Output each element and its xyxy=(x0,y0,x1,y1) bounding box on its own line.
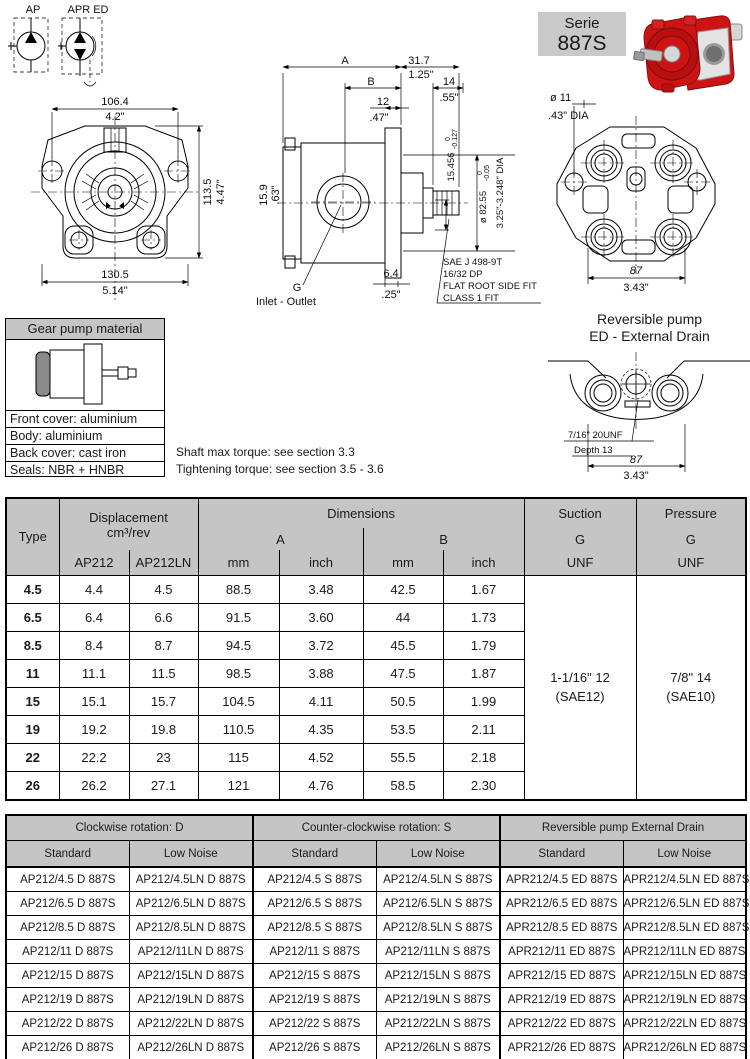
dim-cell-b_inch: 1.79 xyxy=(443,631,524,659)
group-header-reversible: Reversible pump External Drain xyxy=(500,815,746,841)
model-code-cell: AP212/15LN S 887S xyxy=(376,964,500,988)
dim-cell-a_mm: 91.5 xyxy=(198,603,279,631)
dim-cell-a_inch: 4.35 xyxy=(279,715,363,743)
model-table-row xyxy=(6,916,746,940)
side-dim-317: 31.7 xyxy=(408,55,430,67)
dim-cell-a_mm: 115 xyxy=(198,743,279,771)
dim-cell-ap212: 11.1 xyxy=(59,659,129,687)
model-code-cell: AP212/8.5 D 887S xyxy=(6,916,129,940)
model-code-cell: AP212/15LN D 887S xyxy=(129,964,253,988)
dim-cell-b_inch: 2.30 xyxy=(443,771,524,800)
col-header-pressure-g: G xyxy=(636,528,746,550)
col-header-ap212ln: AP212LN xyxy=(129,550,198,575)
model-code-cell: APR212/22LN ED 887S xyxy=(623,1012,746,1036)
apr-ed-symbol-drawing xyxy=(58,2,118,94)
model-code-cell: AP212/6.5 S 887S xyxy=(253,892,376,916)
dim-cell-ap212ln: 4.5 xyxy=(129,575,198,603)
model-code-cell: APR212/8.5LN ED 887S xyxy=(623,916,746,940)
ed-title-line2: ED - External Drain xyxy=(589,328,710,344)
pump-photo xyxy=(632,2,748,98)
ap-symbol-label: AP xyxy=(25,4,41,16)
dim-cell-b_mm: 45.5 xyxy=(363,631,443,659)
dim-cell-b_mm: 53.5 xyxy=(363,715,443,743)
side-dim-a: A xyxy=(341,55,349,67)
dim-table-body xyxy=(6,575,746,800)
side-dim-55: .55" xyxy=(439,92,459,104)
side-shaft-tol-lo: -0.127 xyxy=(452,129,459,149)
note-shaft-torque: Shaft max torque: see section 3.3 xyxy=(176,445,355,459)
model-code-cell: AP212/4.5 S 887S xyxy=(253,867,376,892)
ed-dim-343: 3.43" xyxy=(623,470,649,482)
sub-header-standard-s: Standard xyxy=(253,841,376,868)
model-table-row xyxy=(6,892,746,916)
dim-cell-ap212ln: 8.7 xyxy=(129,631,198,659)
col-header-b-inch: inch xyxy=(443,550,524,575)
dim-cell-a_mm: 110.5 xyxy=(198,715,279,743)
ed-depth-label: Depth 13 xyxy=(574,445,613,456)
sub-header-standard-ed: Standard xyxy=(500,841,623,868)
model-code-cell: APR212/19LN ED 887S xyxy=(623,988,746,1012)
side-pilot-tol-hi: 0 xyxy=(477,171,484,175)
model-code-cell: APR212/4.5 ED 887S xyxy=(500,867,623,892)
pressure-port-cell: 7/8" 14 (SAE10) xyxy=(636,575,746,800)
dim-cell-type: 4.5 xyxy=(6,575,59,603)
dim-cell-ap212ln: 15.7 xyxy=(129,687,198,715)
side-view-drawing xyxy=(253,55,548,310)
model-code-cell: AP212/15 D 887S xyxy=(6,964,129,988)
suction-port-cell: 1-1/16" 12 (SAE12) xyxy=(524,575,636,800)
dim-cell-a_inch: 3.60 xyxy=(279,603,363,631)
dim-cell-ap212: 8.4 xyxy=(59,631,129,659)
dim-cell-b_inch: 1.73 xyxy=(443,603,524,631)
model-code-cell: AP212/11LN D 887S xyxy=(129,940,253,964)
model-code-cell: AP212/4.5 D 887S xyxy=(6,867,129,892)
model-code-cell: AP212/26LN S 887S xyxy=(376,1036,500,1059)
model-code-cell: AP212/26 S 887S xyxy=(253,1036,376,1059)
front-dim-top-in: 4.2" xyxy=(105,111,125,123)
dim-cell-b_mm: 42.5 xyxy=(363,575,443,603)
front-view-drawing xyxy=(15,88,245,318)
side-g-sub-label: Inlet - Outlet xyxy=(256,296,316,308)
side-dim-12: 12 xyxy=(376,96,390,108)
front-dim-bottom-mm: 130.5 xyxy=(101,269,129,281)
side-shaft-dim: 15.456 xyxy=(446,152,457,182)
col-header-type: Type xyxy=(6,498,59,575)
dim-cell-type: 22 xyxy=(6,743,59,771)
side-pilot-in: 3.25"-3.248" DIA xyxy=(495,157,506,229)
model-code-cell: APR212/26LN ED 887S xyxy=(623,1036,746,1059)
dim-cell-a_inch: 3.48 xyxy=(279,575,363,603)
dim-cell-a_inch: 4.11 xyxy=(279,687,363,715)
dim-cell-ap212ln: 27.1 xyxy=(129,771,198,800)
sub-header-lownoise-ed: Low Noise xyxy=(623,841,746,868)
rear-dim-87: 87 xyxy=(629,265,643,277)
dim-cell-ap212: 22.2 xyxy=(59,743,129,771)
dim-cell-ap212: 6.4 xyxy=(59,603,129,631)
ed-thread-label: 7/16" 20UNF xyxy=(568,430,623,441)
rear-dim-11: ø 11 xyxy=(550,92,572,104)
dim-cell-a_mm: 94.5 xyxy=(198,631,279,659)
side-dim-25: .25" xyxy=(381,289,401,301)
model-code-cell: AP212/19LN D 887S xyxy=(129,988,253,1012)
dim-cell-b_mm: 44 xyxy=(363,603,443,631)
side-g-label: G xyxy=(292,282,302,294)
col-header-b: B xyxy=(363,528,524,550)
displacement-line1: Displacement xyxy=(89,509,168,525)
model-code-cell: APR212/26 ED 887S xyxy=(500,1036,623,1059)
dim-cell-a_mm: 104.5 xyxy=(198,687,279,715)
model-code-cell: AP212/19LN S 887S xyxy=(376,988,500,1012)
dim-cell-a_mm: 121 xyxy=(198,771,279,800)
model-code-cell: AP212/11 S 887S xyxy=(253,940,376,964)
ed-dim-87: 87 xyxy=(629,454,643,466)
model-code-cell: APR212/15LN ED 887S xyxy=(623,964,746,988)
torque-notes xyxy=(176,444,384,478)
model-code-cell: APR212/19 ED 887S xyxy=(500,988,623,1012)
col-header-b-mm: mm xyxy=(363,550,443,575)
dim-cell-b_mm: 47.5 xyxy=(363,659,443,687)
dim-table-row xyxy=(6,575,746,603)
ap-symbol-drawing xyxy=(8,2,60,86)
series-badge xyxy=(538,12,626,56)
side-shaft-tol-hi: 0 xyxy=(445,137,452,141)
col-header-a-mm: mm xyxy=(198,550,279,575)
side-dim-64: 6.4 xyxy=(383,268,399,280)
dim-cell-b_inch: 2.18 xyxy=(443,743,524,771)
model-table-row xyxy=(6,988,746,1012)
col-header-pressure-unf: UNF xyxy=(636,550,746,575)
model-code-cell: AP212/11LN S 887S xyxy=(376,940,500,964)
material-box-title: Gear pump material xyxy=(6,319,164,340)
dim-cell-a_inch: 4.76 xyxy=(279,771,363,800)
group-header-counter-clockwise: Counter-clockwise rotation: S xyxy=(253,815,500,841)
side-sae-line3: FLAT ROOT SIDE FIT xyxy=(443,281,537,292)
col-header-ap212: AP212 xyxy=(59,550,129,575)
sub-header-lownoise-d: Low Noise xyxy=(129,841,253,868)
dim-cell-b_inch: 1.67 xyxy=(443,575,524,603)
side-dim-125: 1.25" xyxy=(408,69,434,81)
sub-header-standard-d: Standard xyxy=(6,841,129,868)
model-code-cell: APR212/4.5LN ED 887S xyxy=(623,867,746,892)
material-row-front-cover: Front cover: aluminium xyxy=(6,410,164,427)
model-code-cell: AP212/26LN D 887S xyxy=(129,1036,253,1059)
series-number: 887S xyxy=(557,32,607,55)
model-table-body xyxy=(6,867,750,1059)
series-label: Serie xyxy=(564,15,600,32)
material-box-drawing xyxy=(6,340,164,410)
material-box xyxy=(5,318,165,477)
model-code-cell: APR212/8.5 ED 887S xyxy=(500,916,623,940)
dim-cell-type: 8.5 xyxy=(6,631,59,659)
model-code-cell: AP212/22LN D 887S xyxy=(129,1012,253,1036)
col-header-pressure: Pressure xyxy=(636,498,746,528)
ed-view-drawing xyxy=(548,348,750,488)
model-code-cell: AP212/4.5LN S 887S xyxy=(376,867,500,892)
col-header-displacement xyxy=(59,498,198,550)
dim-cell-b_inch: 1.87 xyxy=(443,659,524,687)
model-table-row xyxy=(6,964,746,988)
dim-cell-ap212ln: 11.5 xyxy=(129,659,198,687)
dim-cell-a_inch: 3.88 xyxy=(279,659,363,687)
side-dim-63: .63" xyxy=(270,185,282,205)
model-code-cell: AP212/11 D 887S xyxy=(6,940,129,964)
ed-title-line1: Reversible pump xyxy=(596,311,703,327)
side-dim-14: 14 xyxy=(442,76,456,88)
side-dim-159: 15.9 xyxy=(258,184,270,206)
dim-cell-ap212ln: 19.8 xyxy=(129,715,198,743)
front-dim-right-mm: 113.5 xyxy=(202,178,214,206)
model-code-cell: APR212/6.5LN ED 887S xyxy=(623,892,746,916)
dim-cell-ap212: 19.2 xyxy=(59,715,129,743)
displacement-line2: cm³/rev xyxy=(106,524,151,540)
dim-cell-type: 11 xyxy=(6,659,59,687)
col-header-dimensions: Dimensions xyxy=(198,498,524,528)
dim-cell-a_mm: 98.5 xyxy=(198,659,279,687)
front-dim-right-in: 4.47" xyxy=(215,179,227,205)
group-header-clockwise: Clockwise rotation: D xyxy=(6,815,253,841)
col-header-suction-g: G xyxy=(524,528,636,550)
col-header-suction-unf: UNF xyxy=(524,550,636,575)
front-dim-top-mm: 106.4 xyxy=(101,96,129,108)
model-table-row xyxy=(6,867,746,892)
sub-header-lownoise-s: Low Noise xyxy=(376,841,500,868)
col-header-a: A xyxy=(198,528,363,550)
dim-cell-a_inch: 3.72 xyxy=(279,631,363,659)
dim-cell-type: 6.5 xyxy=(6,603,59,631)
model-code-cell: AP212/22 D 887S xyxy=(6,1012,129,1036)
col-header-a-inch: inch xyxy=(279,550,363,575)
front-dim-bottom-in: 5.14" xyxy=(102,285,128,297)
model-code-cell: APR212/15 ED 887S xyxy=(500,964,623,988)
material-row-back-cover: Back cover: cast iron xyxy=(6,444,164,461)
dim-cell-a_mm: 88.5 xyxy=(198,575,279,603)
dim-cell-ap212ln: 6.6 xyxy=(129,603,198,631)
side-dim-b: B xyxy=(367,76,375,88)
model-code-cell: APR212/22 ED 887S xyxy=(500,1012,623,1036)
side-dim-47: .47" xyxy=(369,112,389,124)
dim-cell-b_inch: 2.11 xyxy=(443,715,524,743)
side-sae-line2: 16/32 DP xyxy=(443,269,483,280)
model-code-cell: AP212/6.5LN D 887S xyxy=(129,892,253,916)
side-sae-line1: SAE J 498-9T xyxy=(443,257,503,268)
model-code-cell: AP212/6.5 D 887S xyxy=(6,892,129,916)
material-row-body: Body: aluminium xyxy=(6,427,164,444)
material-row-seals: Seals: NBR + HNBR xyxy=(6,461,164,478)
model-code-cell: AP212/22LN S 887S xyxy=(376,1012,500,1036)
dim-cell-b_mm: 55.5 xyxy=(363,743,443,771)
apr-ed-symbol-label: APR ED xyxy=(67,4,109,16)
model-table-row xyxy=(6,1012,746,1036)
dim-cell-type: 15 xyxy=(6,687,59,715)
rear-dim-43: .43" DIA xyxy=(548,110,589,122)
model-code-cell: APR212/11 ED 887S xyxy=(500,940,623,964)
model-code-cell: AP212/8.5LN D 887S xyxy=(129,916,253,940)
side-pilot-dim: ø 82.55 xyxy=(478,190,489,224)
model-code-cell: AP212/15 S 887S xyxy=(253,964,376,988)
model-code-cell: AP212/8.5 S 887S xyxy=(253,916,376,940)
dim-cell-ap212: 26.2 xyxy=(59,771,129,800)
side-pilot-tol-lo: -0.05 xyxy=(484,165,491,181)
model-code-cell: AP212/4.5LN D 887S xyxy=(129,867,253,892)
dim-cell-ap212: 15.1 xyxy=(59,687,129,715)
dim-cell-a_inch: 4.52 xyxy=(279,743,363,771)
dim-cell-b_mm: 50.5 xyxy=(363,687,443,715)
model-code-cell: AP212/26 D 887S xyxy=(6,1036,129,1059)
model-table-row xyxy=(6,940,746,964)
dim-cell-b_inch: 1.99 xyxy=(443,687,524,715)
model-code-cell: AP212/22 S 887S xyxy=(253,1012,376,1036)
side-sae-line4: CLASS 1 FIT xyxy=(443,293,499,304)
col-header-suction: Suction xyxy=(524,498,636,528)
dim-cell-type: 26 xyxy=(6,771,59,800)
model-code-cell: AP212/6.5LN S 887S xyxy=(376,892,500,916)
rear-view-drawing xyxy=(548,88,750,300)
dim-cell-ap212ln: 23 xyxy=(129,743,198,771)
model-code-cell: AP212/8.5LN S 887S xyxy=(376,916,500,940)
model-code-cell: APR212/11LN ED 887S xyxy=(623,940,746,964)
rear-dim-343: 3.43" xyxy=(623,282,649,294)
model-code-cell: APR212/6.5 ED 887S xyxy=(500,892,623,916)
dim-cell-ap212: 4.4 xyxy=(59,575,129,603)
model-table-row xyxy=(6,1036,746,1059)
model-codes-table xyxy=(5,814,750,1059)
model-code-cell: AP212/19 D 887S xyxy=(6,988,129,1012)
dimensions-table xyxy=(5,497,747,801)
note-tightening-torque: Tightening torque: see section 3.5 - 3.6 xyxy=(176,462,384,476)
dim-cell-b_mm: 58.5 xyxy=(363,771,443,800)
dim-cell-type: 19 xyxy=(6,715,59,743)
ed-section-title xyxy=(552,311,747,345)
model-code-cell: AP212/19 S 887S xyxy=(253,988,376,1012)
